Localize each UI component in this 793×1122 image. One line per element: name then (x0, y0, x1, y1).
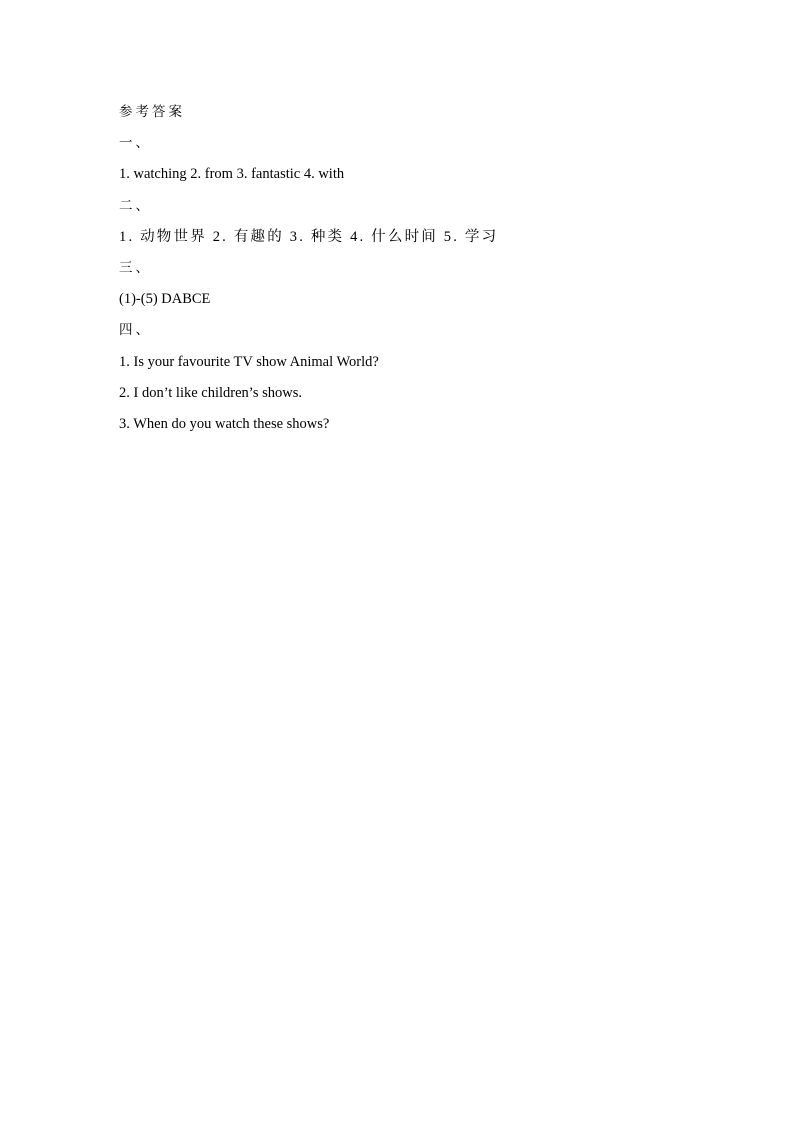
section-number-1: 一、 (119, 135, 152, 152)
answer-key (119, 100, 679, 443)
section-answer-4-item-2: 2. I don’t like children’s shows. (119, 384, 302, 401)
section-answer-2: 1. 动物世界 2. 有趣的 3. 种类 4. 什么时间 5. 学习 (119, 228, 499, 245)
section-answer-4-item-1: 1. Is your favourite TV show Animal World? (119, 353, 379, 370)
section-answer-3: (1)-(5) DABCE (119, 291, 211, 308)
section-answer-4-item-3: 3. When do you watch these shows? (119, 415, 330, 432)
section-number-4: 四、 (119, 322, 152, 339)
section-number-2: 二、 (119, 197, 152, 214)
heading: 参考答案 (119, 104, 185, 120)
section-answer-1: 1. watching 2. from 3. fantastic 4. with (119, 166, 345, 183)
section-number-3: 三、 (119, 259, 152, 276)
